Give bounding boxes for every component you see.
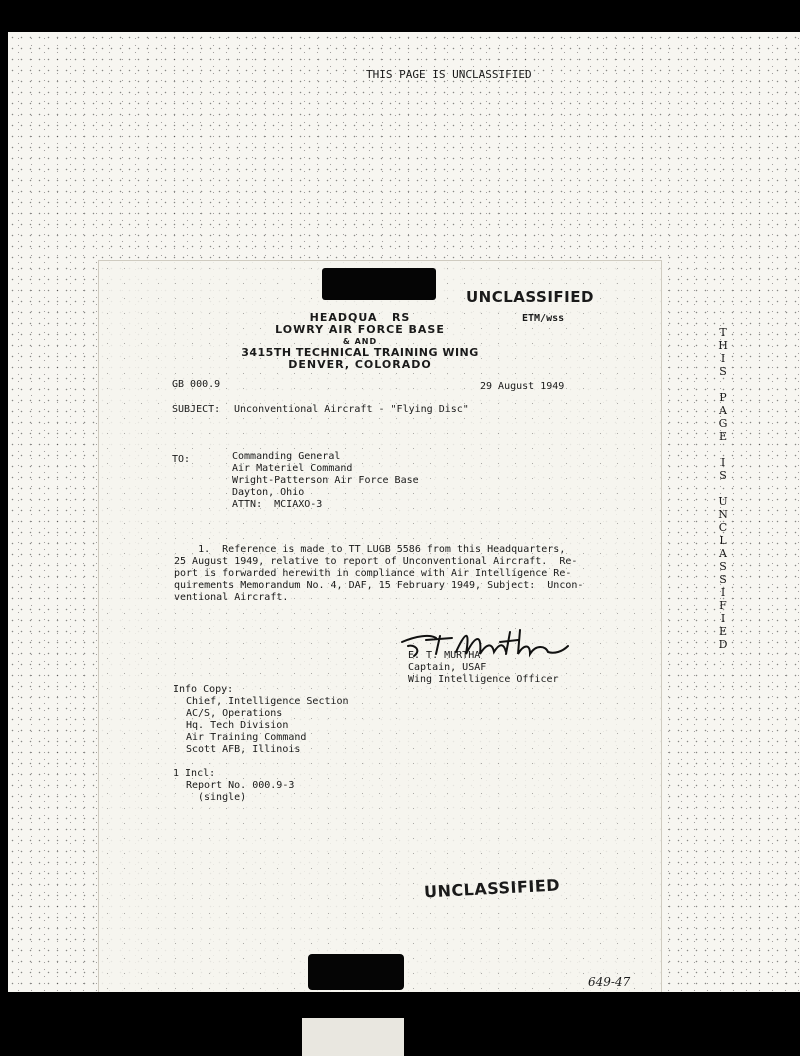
inclosure-line: (single) [198,792,247,803]
svg-text:E. T. Murtha: E. T. Murtha [496,655,540,662]
redaction-box-letterhead [322,268,436,300]
addressee-line: Wright-Patterson Air Force Base [232,475,419,486]
addressee-line: ATTN: MCIAXO-3 [232,499,323,510]
info-copy-line: Air Training Command [186,732,307,743]
info-copy-line: Hq. Tech Division [186,720,289,731]
page-mark: 649-47 [588,975,631,989]
signature-line: Captain, USAF [408,662,487,673]
file-number: GB 000.9 [172,379,221,390]
signature-line: E. T. MURTHA [408,650,481,661]
body-line: ventional Aircraft. [174,592,289,603]
inclosure-label: 1 Incl: [173,768,216,779]
info-copy-line: Scott AFB, Illinois [186,744,301,755]
addressee-line: Dayton, Ohio [232,487,305,498]
signature-line: Wing Intelligence Officer [408,674,559,685]
addressee-line: Air Materiel Command [232,463,353,474]
unclassified-stamp-bottom: UNCLASSIFIED [423,875,561,902]
to-label: TO: [172,454,191,465]
info-copy-line: Chief, Intelligence Section [186,696,349,707]
scan-border-top [0,0,800,32]
top-unclassified-stamp: THIS PAGE IS UNCLASSIFIED [366,68,532,81]
letterhead-line-4: 3415TH TECHNICAL TRAINING WING [241,346,479,359]
redaction-box-bottom [308,954,404,990]
addressee-line: Commanding General [232,451,341,462]
unclassified-stamp-top: UNCLASSIFIED [466,288,594,306]
letterhead-line-2: LOWRY AIR FORCE BASE [275,323,445,336]
side-unclassified-stamp: T H I S P A G E I S U N C L A S S I F I E D [718,326,728,651]
body-line: quirements Memorandum No. 4, DAF, 15 February 1949, Subject: Uncon- [174,580,584,591]
subject-text: Unconventional Aircraft - "Flying Disc" [234,404,469,415]
inclosure-line: Report No. 000.9-3 [186,780,295,791]
reference-code: ETM/wss [522,313,565,324]
body-line: 1. Reference is made to TT LUGB 5586 from this Headquarters, [174,544,566,555]
scan-paper-scrap [302,1018,404,1056]
scan-border-left [0,32,8,992]
memo-date: 29 August 1949 [480,381,565,392]
subject-label: SUBJECT: [172,404,221,415]
info-copy-line: AC/S, Operations [186,708,283,719]
letterhead-line-3: & AND [342,337,378,346]
body-line: port is forwarded herewith in compliance with Air Intelligence Re- [174,568,572,579]
body-line: 25 August 1949, relative to report of Unconventional Aircraft. Re- [174,556,578,567]
letterhead-line-1: HEADQUA RS [309,311,411,324]
letterhead-line-5: DENVER, COLORADO [288,358,432,371]
info-copy-label: Info Copy: [173,684,234,695]
